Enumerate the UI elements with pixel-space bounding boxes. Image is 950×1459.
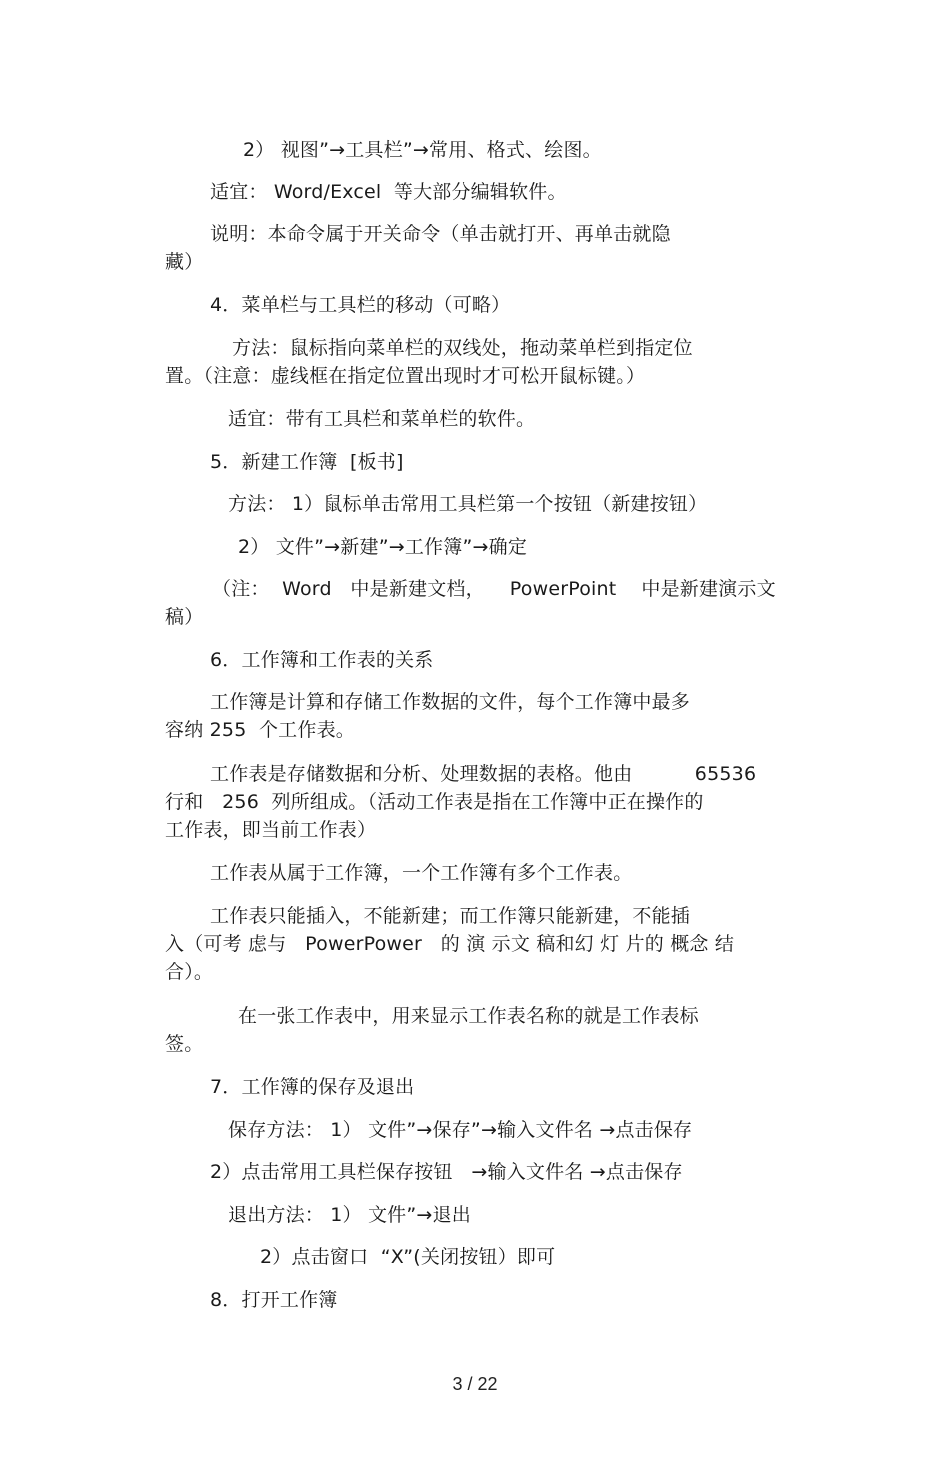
text-line: （注： Word 中是新建文档， PowerPoint 中是新建演示文 [212, 578, 776, 600]
text-line: 2）点击常用工具栏保存按钮 →输入文件名 →点击保存 [210, 1161, 683, 1183]
text-line: 2）点击窗口 “X”(关闭按钮）即可 [260, 1246, 556, 1268]
text-line: 适宜： Word/Excel 等大部分编辑软件。 [210, 181, 567, 203]
text-line: 工作表从属于工作簿，一个工作簿有多个工作表。 [210, 862, 633, 884]
text-line: 适宜：带有工具栏和菜单栏的软件。 [228, 408, 536, 430]
text-line: 置。（注意：虚线框在指定位置出现时才可松开鼠标键。） [165, 365, 646, 387]
text-line: 合）。 [165, 961, 214, 983]
section-heading: 7．工作簿的保存及退出 [210, 1076, 415, 1098]
section-heading: 4．菜单栏与工具栏的移动（可略） [210, 294, 511, 316]
text-line: 入（可考 虑与 PowerPower 的 演 示文 稿和幻 灯 片的 概念 结 [165, 933, 735, 955]
text-line: 2） 文件”→新建”→工作簿”→确定 [238, 536, 528, 558]
text-line: 行和 256 列所组成。（活动工作表是指在工作簿中正在操作的 [165, 791, 704, 813]
text-line: 方法：鼠标指向菜单栏的双线处，拖动菜单栏到指定位 [232, 337, 693, 359]
text-line: 保存方法： 1） 文件”→保存”→输入文件名 →点击保存 [228, 1119, 693, 1141]
section-heading: 5．新建工作簿 [板书] [210, 451, 404, 473]
text-line: 工作表，即当前工作表） [165, 819, 377, 841]
text-line: 容纳 255 个工作表。 [165, 719, 355, 741]
section-heading: 6．工作簿和工作表的关系 [210, 649, 434, 671]
text-line: 2） 视图”→工具栏”→常用、格式、绘图。 [243, 139, 602, 161]
page-number: 3 / 22 [452, 1374, 498, 1394]
text-line: 工作表只能插入，不能新建；而工作簿只能新建，不能插 [210, 905, 691, 927]
text-line: 在一张工作表中，用来显示工作表名称的就是工作表标 [238, 1005, 699, 1027]
text-line: 工作簿是计算和存储工作数据的文件，每个工作簿中最多 [210, 691, 691, 713]
text-line: 稿） [165, 606, 204, 628]
section-heading: 8．打开工作簿 [210, 1289, 338, 1311]
text-line: 退出方法： 1） 文件”→退出 [228, 1204, 471, 1226]
text-line: 说明：本命令属于开关命令（单击就打开、再单击就隐 [210, 223, 671, 245]
text-line: 签。 [165, 1033, 204, 1055]
text-line: 方法： 1）鼠标单击常用工具栏第一个按钮（新建按钮） [228, 493, 708, 515]
text-line: 藏） [165, 251, 204, 273]
text-line: 工作表是存储数据和分析、处理数据的表格。他由 65536 [210, 763, 757, 785]
